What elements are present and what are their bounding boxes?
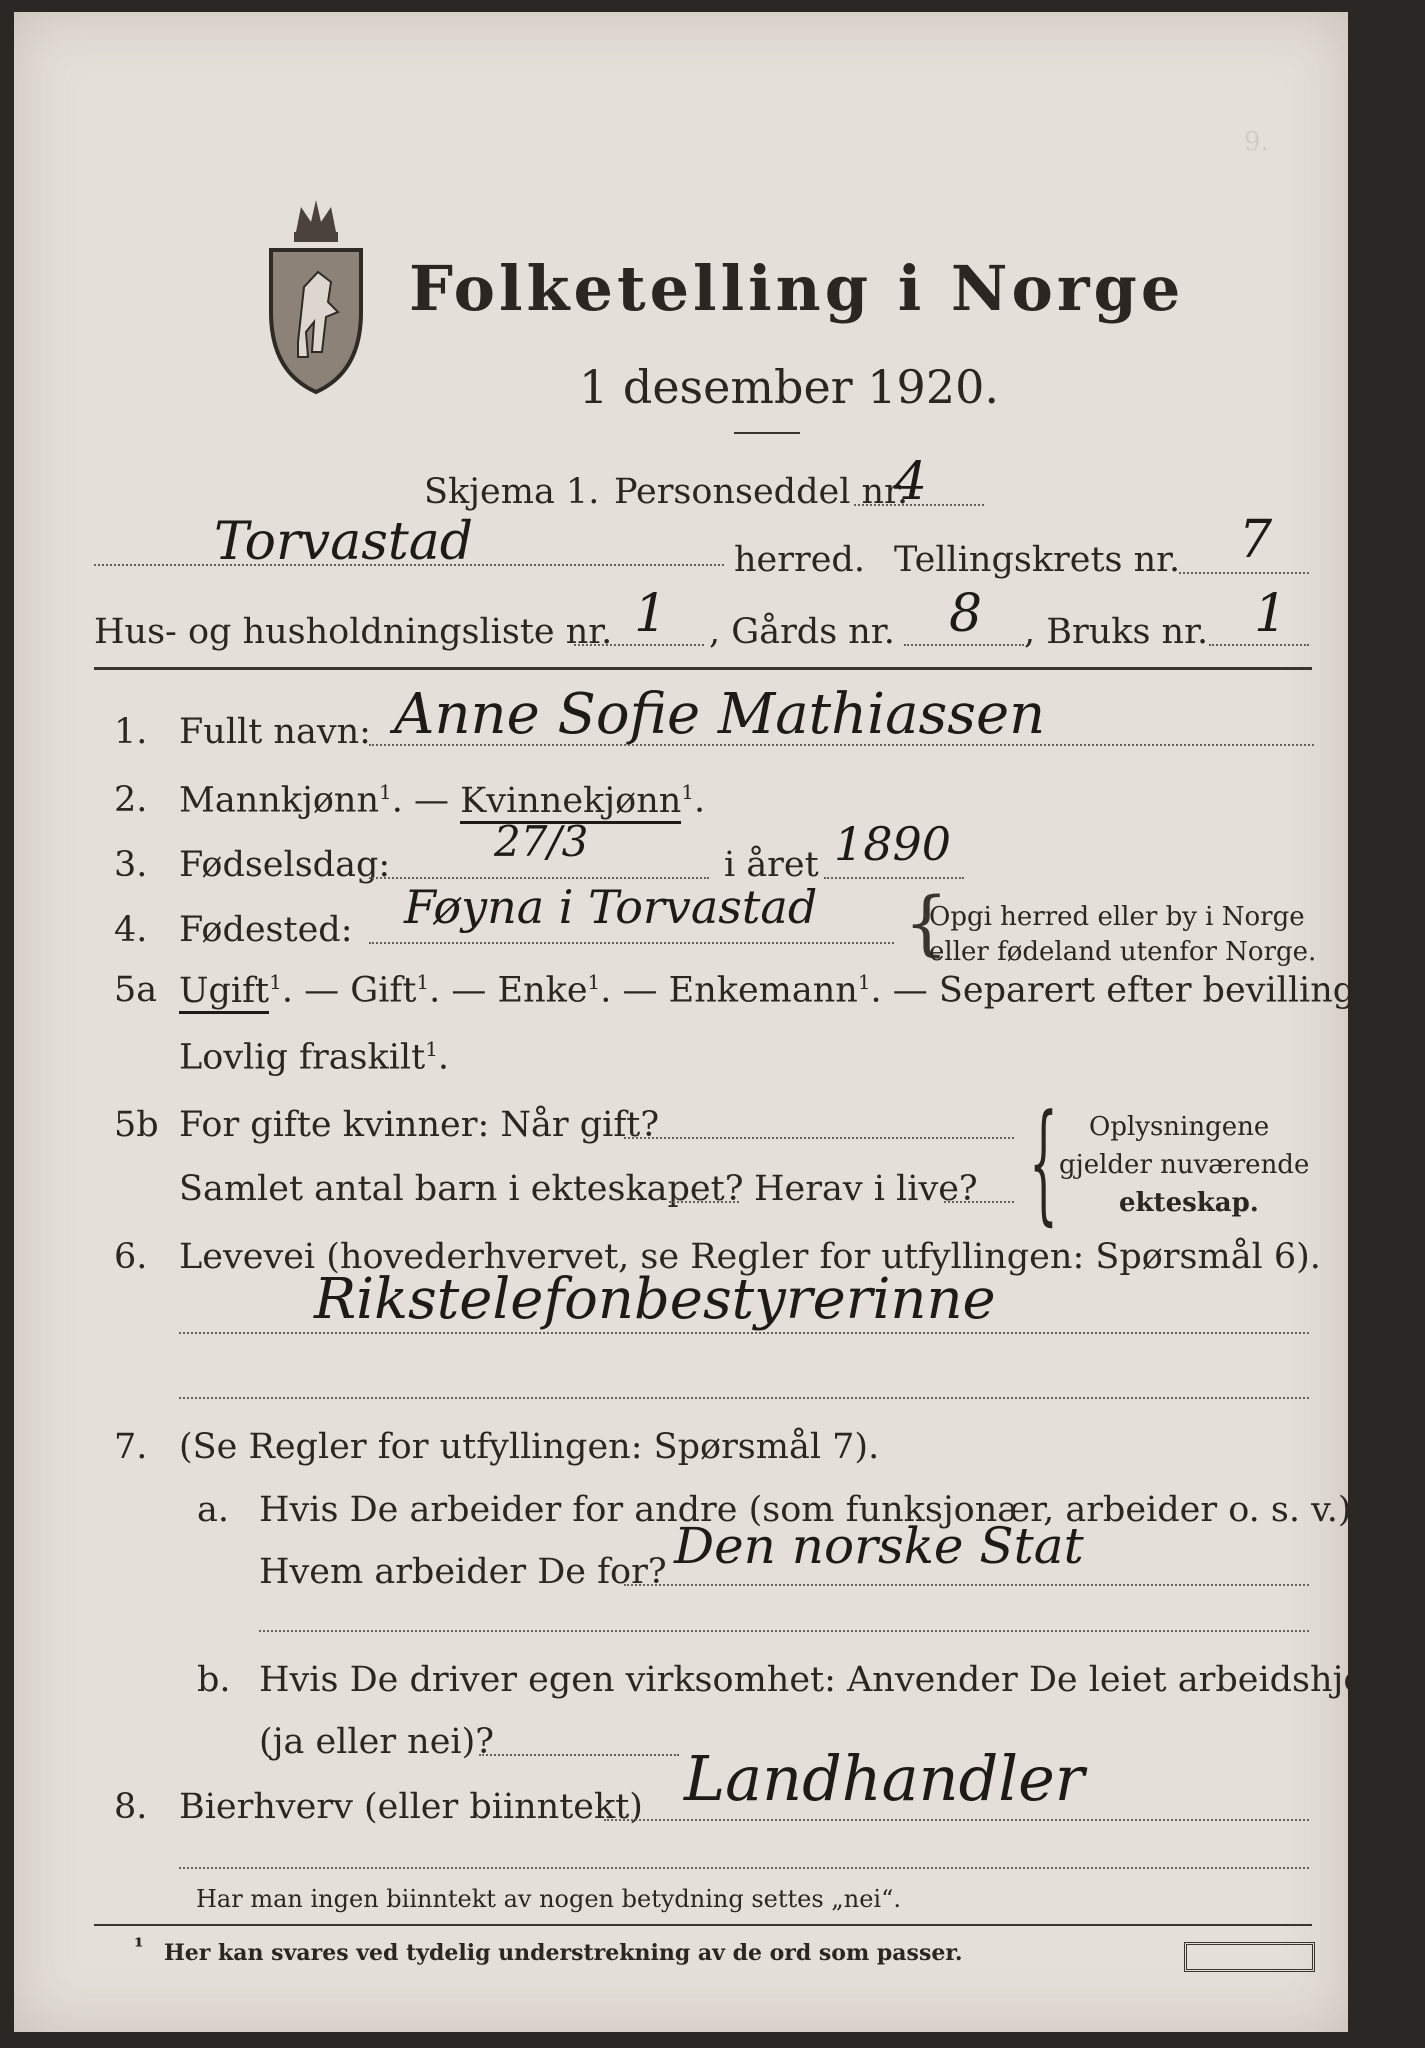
- q1-label: Fullt navn:: [179, 712, 371, 752]
- personseddel-number[interactable]: 4: [894, 452, 928, 512]
- q7b-label: Hvis De driver egen virksomhet: Anvender De leiet arbeidshjelp: [259, 1660, 1398, 1700]
- bruks-label: , Bruks nr.: [1024, 612, 1209, 652]
- occupation-line2: [179, 1397, 1309, 1399]
- q4-number: 4.: [114, 910, 148, 950]
- printer-stamp-icon: [1184, 1942, 1315, 1972]
- q8-label: Bierhverv (eller biinntekt): [179, 1787, 643, 1827]
- census-date: 1 desember 1920.: [579, 360, 999, 414]
- tellingskrets-line: [1179, 572, 1309, 574]
- footnote-text: Her kan svares ved tydelig understrekning av de ord som passer.: [164, 1940, 963, 1966]
- herred-value[interactable]: Torvastad: [214, 512, 474, 572]
- birthplace-line: [369, 942, 894, 944]
- q2-end: .: [694, 780, 706, 821]
- q5a-line2: Lovlig fraskilt$^1$.: [179, 1037, 450, 1078]
- q7b-label2: (ja eller nei)?: [259, 1722, 495, 1762]
- q5b-brace: {: [1029, 1086, 1058, 1238]
- enkemann-option[interactable]: . — Enkemann: [600, 970, 858, 1011]
- employer-line2: [259, 1630, 1309, 1632]
- full-name-value[interactable]: Anne Sofie Mathiassen: [394, 682, 1046, 747]
- employer-value[interactable]: Den norske Stat: [674, 1517, 1084, 1575]
- occupation-line1: [179, 1332, 1309, 1334]
- bruks-number[interactable]: 1: [1254, 584, 1288, 644]
- form-title: Folketelling i Norge: [409, 252, 1185, 325]
- q5b-label-children: Samlet antal barn i ekteskapet?: [179, 1169, 744, 1209]
- birthday-value[interactable]: 27/3: [494, 817, 589, 866]
- q5b-label-married: For gifte kvinner: Når gift?: [179, 1105, 660, 1145]
- birthday-line: [369, 877, 709, 879]
- footnote-ref: 1: [681, 780, 695, 804]
- section-divider: [94, 667, 1312, 670]
- separert-option[interactable]: . — Separert efter bevilling: [870, 970, 1356, 1011]
- q5b-note-line3: ekteskap.: [1119, 1188, 1259, 1218]
- hus-number[interactable]: 1: [634, 584, 668, 644]
- female-option-underlined[interactable]: Kvinnekjønn: [460, 781, 681, 824]
- q5b-number: 5b: [114, 1105, 159, 1145]
- q7-number: 7.: [114, 1427, 148, 1467]
- hus-line: [574, 644, 704, 646]
- year-line: [824, 877, 964, 879]
- footnote-ref: 1: [379, 780, 392, 804]
- side-income-line2: [179, 1867, 1309, 1869]
- title-divider: [734, 432, 800, 434]
- q5a-number: 5a: [114, 970, 158, 1010]
- enke-option[interactable]: . — Enke: [429, 970, 588, 1011]
- q5b-note-line1: Oplysningene: [1089, 1112, 1270, 1142]
- census-form-page: [14, 12, 1425, 2032]
- footnote-mark: ¹: [134, 1934, 144, 1960]
- q7-label: (Se Regler for utfyllingen: Spørsmål 7).: [179, 1427, 880, 1467]
- q5a-end: . —: [1367, 970, 1425, 1011]
- q7b-letter: b.: [197, 1660, 231, 1700]
- q3-number: 3.: [114, 845, 148, 885]
- gards-label: , Gårds nr.: [709, 612, 895, 652]
- side-income-line: [604, 1819, 1309, 1821]
- hus-label: Hus- og husholdningsliste nr.: [94, 612, 613, 652]
- bruks-line: [1209, 644, 1309, 646]
- q7a-label: Hvis De arbeider for andre (som funksjonær, arbeider o. s. v.):: [259, 1490, 1364, 1530]
- q6-number: 6.: [114, 1237, 148, 1277]
- ugift-option-underlined[interactable]: Ugift: [179, 971, 269, 1014]
- year-label: i året: [724, 845, 819, 885]
- q4-note-line1: Opgi herred eller by i Norge: [929, 902, 1305, 932]
- q4-note-line2: eller fødeland utenfor Norge.: [929, 937, 1317, 967]
- married-date-line: [624, 1137, 1014, 1139]
- q8-number: 8.: [114, 1787, 148, 1827]
- footer-note: Har man ingen biinntekt av nogen betydning settes „nei“.: [196, 1885, 901, 1913]
- footer-divider: [94, 1924, 1312, 1926]
- hired-help-line: [479, 1754, 679, 1756]
- q1-number: 1.: [114, 712, 148, 752]
- employer-line: [624, 1584, 1309, 1586]
- personseddel-label: Personseddel nr.: [614, 472, 909, 512]
- tellingskrets-number[interactable]: 7: [1239, 510, 1273, 570]
- herred-label: herred.: [734, 540, 865, 580]
- bleed-through-text: 9.: [1244, 127, 1269, 157]
- q5b-label-alive: Herav i live?: [754, 1169, 978, 1209]
- tellingskrets-label: Tellingskrets nr.: [894, 540, 1181, 580]
- side-income-value[interactable]: Landhandler: [684, 1742, 1085, 1815]
- birth-year-value[interactable]: 1890: [834, 817, 952, 871]
- gards-number[interactable]: 8: [949, 584, 983, 644]
- q4-brace: {: [904, 882, 949, 964]
- gards-line: [904, 644, 1024, 646]
- q4-label: Fødested:: [179, 910, 353, 950]
- children-line: [669, 1201, 739, 1203]
- q5b-note-line2: gjelder nuværende: [1059, 1150, 1310, 1180]
- gift-option[interactable]: . — Gift: [281, 970, 417, 1011]
- male-option[interactable]: Mannkjønn: [179, 780, 380, 821]
- birthplace-value[interactable]: Føyna i Torvastad: [404, 880, 818, 934]
- q6-label: Levevei (hovederhvervet, se Regler for utfyllingen: Spørsmål 6).: [179, 1237, 1321, 1277]
- q7a-letter: a.: [197, 1490, 229, 1530]
- q3-label: Fødselsdag:: [179, 845, 391, 885]
- norway-coat-of-arms-icon: [256, 192, 376, 402]
- alive-line: [944, 1201, 1014, 1203]
- q2-separator: . —: [391, 780, 450, 821]
- q2-options: [179, 780, 705, 821]
- q2-number: 2.: [114, 780, 148, 820]
- q5a-options: Ugift$^1$. — Gift$^1$. — Enke$^1$. — Enkemann$^1$. — Separert efter bevilling$^1$. —: [179, 970, 1425, 1011]
- fraskilt-option[interactable]: Lovlig fraskilt: [179, 1037, 426, 1078]
- skjema-label: Skjema 1.: [424, 472, 600, 512]
- occupation-value[interactable]: Rikstelefonbestyrerinne: [314, 1267, 996, 1332]
- q7a-label2: Hvem arbeider De for?: [259, 1552, 667, 1592]
